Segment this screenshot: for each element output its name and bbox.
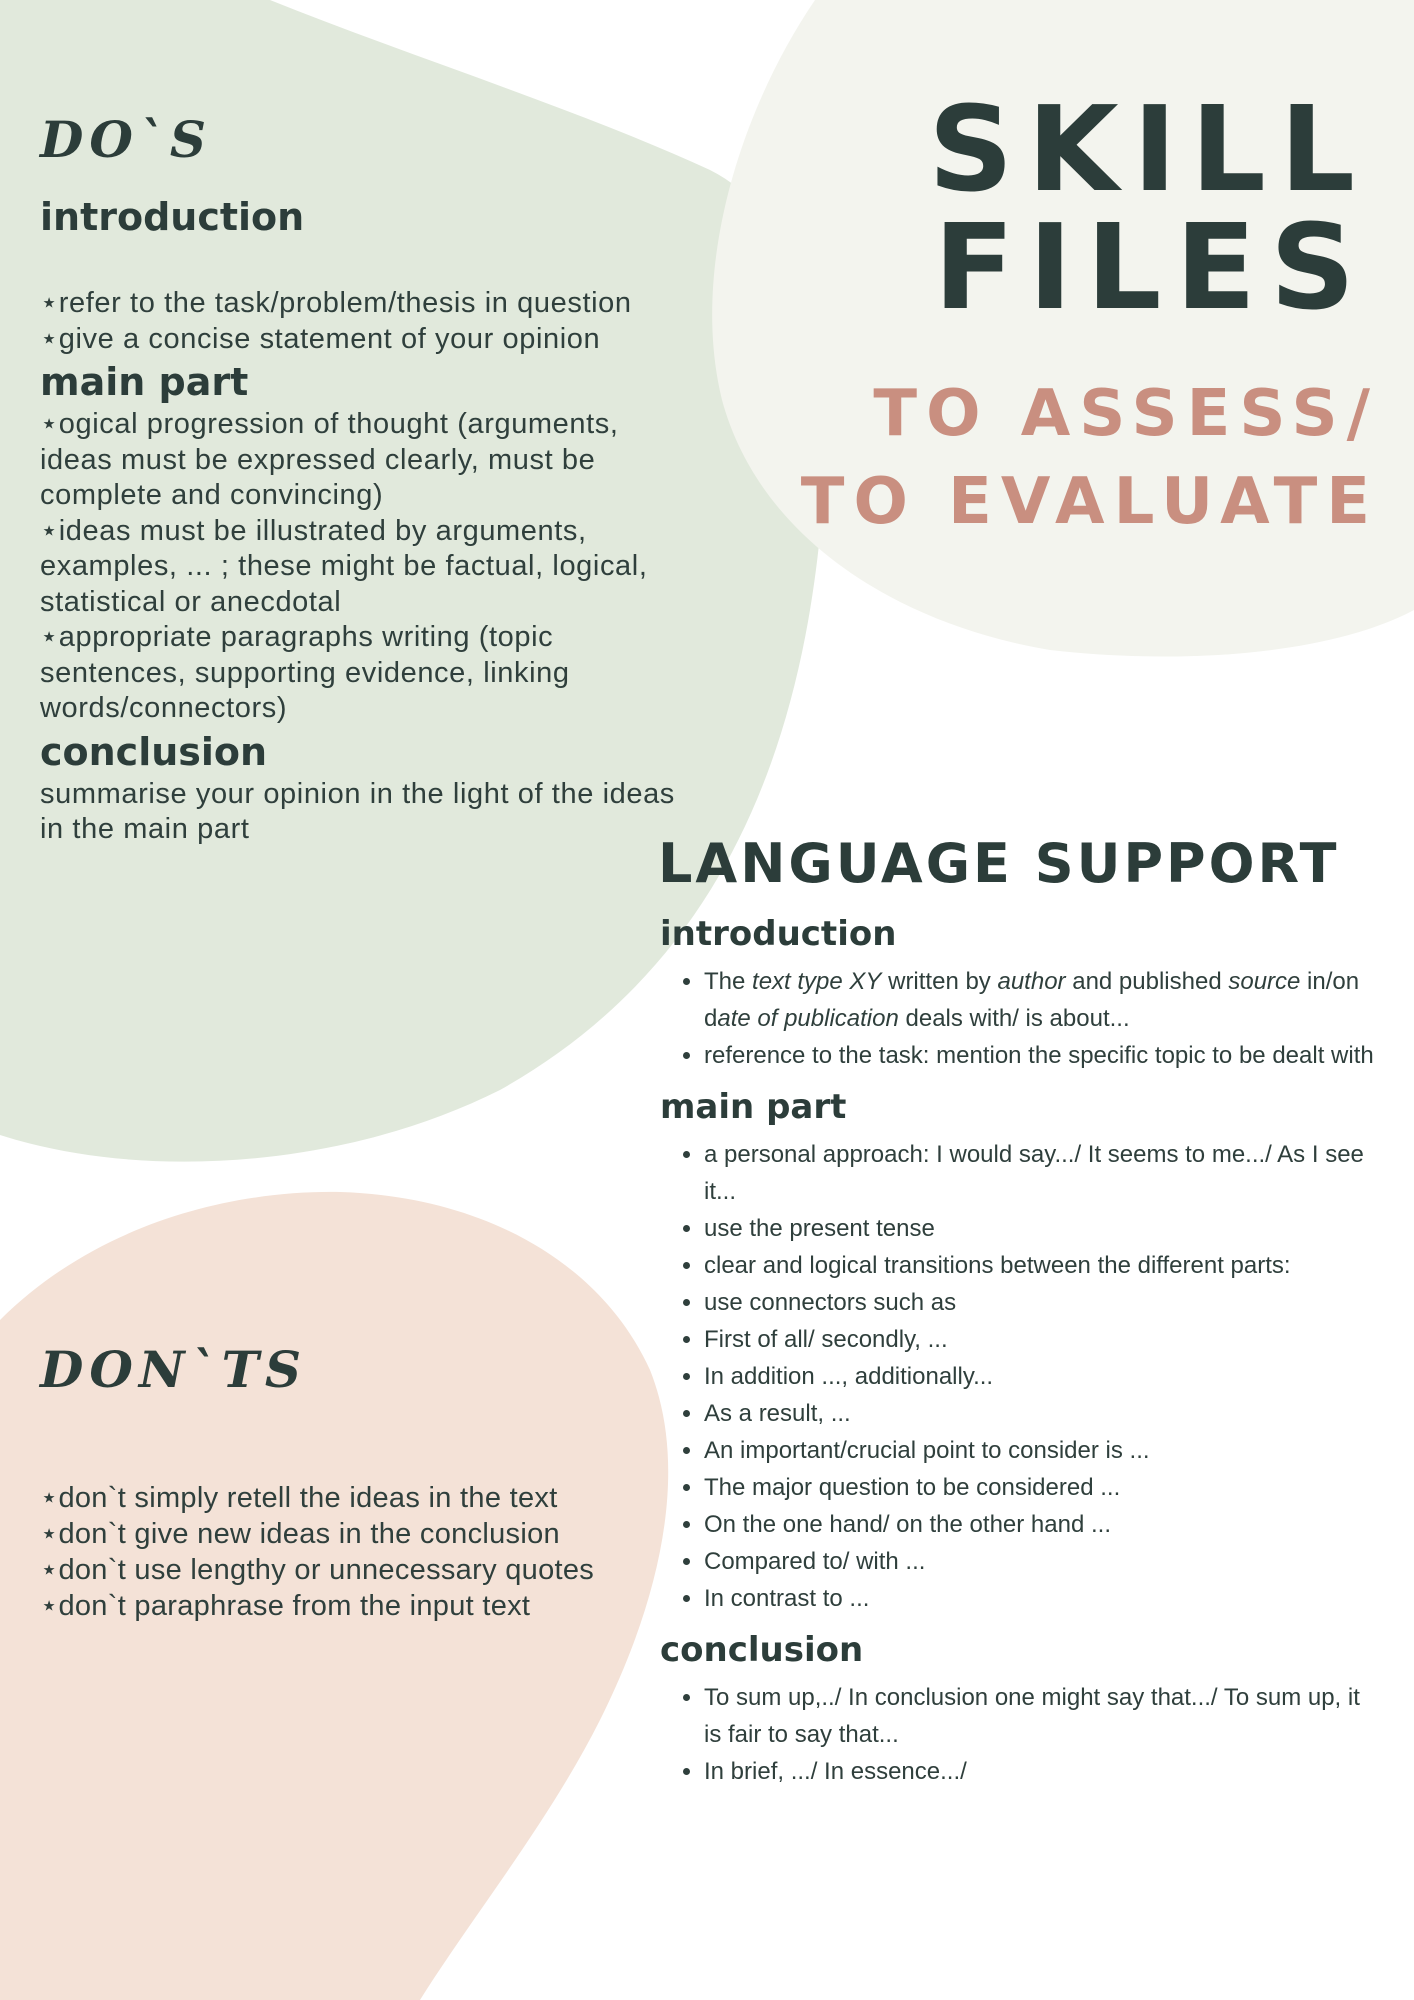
ls-conclusion-list	[658, 1679, 1378, 1790]
dos-introduction-line: ⋆refer to the task/problem/thesis in question	[40, 287, 632, 319]
title-block	[729, 80, 1369, 336]
donts-heading: DON`TS	[40, 1340, 307, 1399]
list-item: • use connectors such as	[704, 1284, 1378, 1321]
list-item: • An important/crucial point to consider is ...	[704, 1432, 1378, 1469]
dos-section	[40, 100, 680, 848]
list-item: • reference to the task: mention the specific topic to be dealt with	[704, 1037, 1378, 1074]
italic-text: ate of publication	[717, 1005, 899, 1032]
list-item: • In brief, .../ In essence.../	[704, 1753, 1378, 1790]
language-support-section	[658, 827, 1378, 1790]
dos-main-part-line: ⋆ideas must be illustrated by arguments, examples, ... ; these might be factual, logical, statistical or anecdotal	[40, 514, 648, 618]
donts-line: ⋆don`t use lengthy or unnecessary quotes	[40, 1554, 595, 1586]
donts-line: ⋆don`t give new ideas in the conclusion	[40, 1518, 560, 1550]
dos-introduction-heading: introduction	[40, 195, 305, 239]
list-item: • To sum up,../ In conclusion one might say that.../ To sum up, it is fair to say that...	[704, 1679, 1378, 1753]
dos-heading: DO`S	[40, 110, 213, 169]
list-item: • On the one hand/ on the other hand ...	[704, 1506, 1378, 1543]
list-item: • clear and logical transitions between the different parts:	[704, 1247, 1378, 1284]
title-line-2: FILES	[933, 198, 1369, 336]
italic-text: author	[997, 968, 1066, 995]
donts-line: ⋆don`t simply retell the ideas in the text	[40, 1482, 558, 1514]
title-line-1: SKILL	[928, 80, 1369, 218]
dos-main-part-heading: main part	[40, 360, 249, 404]
list-item: • Compared to/ with ...	[704, 1543, 1378, 1580]
italic-text: text type XY	[752, 968, 882, 995]
text: The	[704, 968, 753, 995]
italic-text: source	[1228, 968, 1301, 995]
dos-introduction-text	[40, 286, 680, 357]
subtitle-block	[679, 370, 1379, 546]
ls-introduction-heading: introduction	[660, 914, 897, 954]
list-item: • a personal approach: I would say.../ It seems to me.../ As I see it...	[704, 1136, 1378, 1210]
dos-conclusion-heading: conclusion	[40, 729, 268, 774]
list-item: • The major question to be considered ...	[704, 1469, 1378, 1506]
dos-main-part-text	[40, 407, 680, 727]
dos-introduction-line: ⋆give a concise statement of your opinion	[40, 322, 601, 355]
dos-conclusion-text	[40, 777, 680, 848]
dos-main-part-line: ⋆ogical progression of thought (arguments, ideas must be expressed clearly, must be complete and convincing)	[40, 408, 619, 511]
ls-introduction-list	[658, 963, 1378, 1074]
subtitle-line-2: TO EVALUATE	[800, 465, 1379, 539]
list-item: • use the present tense	[704, 1210, 1378, 1247]
list-item: • In contrast to ...	[704, 1580, 1378, 1617]
ls-main-part-list	[658, 1136, 1378, 1617]
ls-main-part-heading: main part	[660, 1087, 847, 1127]
list-item: • In addition ..., additionally...	[704, 1358, 1378, 1395]
text: and published	[1065, 968, 1229, 995]
donts-line: ⋆don`t paraphrase from the input text	[40, 1590, 531, 1622]
list-item: • As a result, ...	[704, 1395, 1378, 1432]
dos-main-part-line: ⋆appropriate paragraphs writing (topic sentences, supporting evidence, linking words/connectors)	[40, 621, 570, 724]
list-item	[704, 963, 1378, 1037]
text: in/on d	[704, 968, 1360, 1032]
list-item: • First of all/ secondly, ...	[704, 1321, 1378, 1358]
ls-conclusion-heading: conclusion	[660, 1630, 864, 1670]
donts-section	[40, 1330, 660, 1624]
subtitle-line-1: TO ASSESS/	[873, 377, 1379, 451]
donts-text	[40, 1480, 660, 1624]
dos-conclusion-line: summarise your opinion in the light of the ideas in the main part	[40, 777, 675, 845]
text: written by	[881, 968, 998, 995]
language-support-heading: LANGUAGE SUPPORT	[658, 832, 1340, 895]
text: deals with/ is about...	[898, 1005, 1130, 1032]
